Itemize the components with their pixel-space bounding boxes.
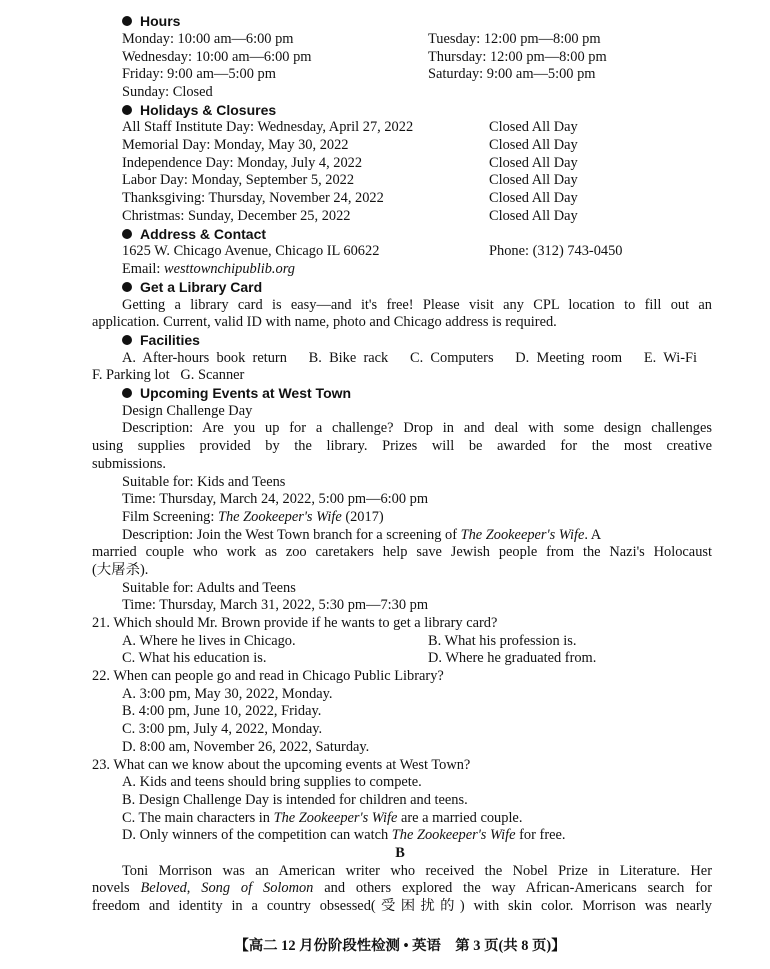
option: B. Design Challenge Day is intended for children and teens. xyxy=(122,792,468,808)
passage-line: novels Beloved, Song of Solomon and others explored the way African-Americans search for xyxy=(92,880,713,896)
hours-thursday: Thursday: 12:00 pm—8:00 pm xyxy=(428,49,607,65)
hours-monday: Monday: 10:00 am—6:00 pm xyxy=(122,31,294,47)
option: B. 4:00 pm, June 10, 2022, Friday. xyxy=(122,703,322,719)
facilities-list: A. After-hours book return B. Bike rack C. Computers D. Meeting room E. Wi-Fi xyxy=(122,350,697,366)
event-description: using supplies provided by the library. Prizes will be awarded for the most creative xyxy=(92,438,712,454)
card-text-line: Getting a library card is easy—and it's free! Please visit any CPL location to fill out an xyxy=(122,297,712,313)
card-text-line: application. Current, valid ID with name, photo and Chicago address is required. xyxy=(92,314,557,330)
hours-tuesday: Tuesday: 12:00 pm—8:00 pm xyxy=(428,31,601,47)
phone: Phone: (312) 743-0450 xyxy=(489,243,623,259)
bullet-icon xyxy=(122,105,132,115)
holiday-name: Christmas: Sunday, December 25, 2022 xyxy=(122,208,351,224)
holiday-status: Closed All Day xyxy=(489,190,578,206)
passage-line: Toni Morrison was an American writer who received the Nobel Prize in Literature. Her xyxy=(122,863,712,879)
option: C. What his education is. xyxy=(122,650,267,666)
facilities-list: F. Parking lot G. Scanner xyxy=(92,367,245,383)
hours-saturday: Saturday: 9:00 am—5:00 pm xyxy=(428,66,596,82)
email-line xyxy=(122,261,295,279)
option: A. Kids and teens should bring supplies to compete. xyxy=(122,774,422,790)
bullet-icon xyxy=(122,335,132,345)
facilities-heading: Facilities xyxy=(122,332,200,350)
events-heading: Upcoming Events at West Town xyxy=(122,385,351,403)
holiday-name: Memorial Day: Monday, May 30, 2022 xyxy=(122,137,349,153)
passage-label: B xyxy=(395,845,405,861)
holiday-status: Closed All Day xyxy=(489,172,578,188)
hours-sunday: Sunday: Closed xyxy=(122,84,213,100)
page-footer: 【高二 12 月份阶段性检测 • 英语 第 3 页(共 8 页)】 xyxy=(234,938,566,954)
event-suitable: Suitable for: Kids and Teens xyxy=(122,474,286,490)
holiday-status: Closed All Day xyxy=(489,119,578,135)
event-title: Design Challenge Day xyxy=(122,403,253,419)
event-time: Time: Thursday, March 24, 2022, 5:00 pm—6:00 pm xyxy=(122,491,429,507)
address: 1625 W. Chicago Avenue, Chicago IL 60622 xyxy=(122,243,380,259)
email-label: Email: xyxy=(122,261,164,277)
event-title: Film Screening: The Zookeeper's Wife (2017) xyxy=(122,509,384,525)
holiday-name: Thanksgiving: Thursday, November 24, 2022 xyxy=(122,190,384,206)
holiday-name: Independence Day: Monday, July 4, 2022 xyxy=(122,155,363,171)
holiday-status: Closed All Day xyxy=(489,155,578,171)
hours-friday: Friday: 9:00 am—5:00 pm xyxy=(122,66,276,82)
hours-wednesday: Wednesday: 10:00 am—6:00 pm xyxy=(122,49,312,65)
question-21: 21. Which should Mr. Brown provide if he wants to get a library card? xyxy=(92,615,498,631)
bullet-icon xyxy=(122,16,132,26)
event-description: Description: Are you up for a challenge? Drop in and deal with some design challenges xyxy=(122,420,712,436)
bullet-icon xyxy=(122,282,132,292)
option: D. Only winners of the competition can watch The Zookeeper's Wife for free. xyxy=(122,827,566,843)
contact-heading: Address & Contact xyxy=(122,226,266,244)
holiday-name: Labor Day: Monday, September 5, 2022 xyxy=(122,172,355,188)
question-22: 22. When can people go and read in Chicago Public Library? xyxy=(92,668,444,684)
holiday-status: Closed All Day xyxy=(489,137,578,153)
option: C. The main characters in The Zookeeper's Wife are a married couple. xyxy=(122,810,523,826)
card-heading: Get a Library Card xyxy=(122,279,262,297)
passage-line: freedom and identity in a country obsessed(受困扰的) with skin color. Morrison was nearly xyxy=(92,898,712,914)
option: B. What his profession is. xyxy=(428,633,577,649)
holiday-status: Closed All Day xyxy=(489,208,578,224)
event-description: (大屠杀). xyxy=(92,562,149,578)
bullet-icon xyxy=(122,388,132,398)
holidays-heading: Holidays & Closures xyxy=(122,102,276,120)
hours-heading: Hours xyxy=(122,13,180,31)
option: D. Where he graduated from. xyxy=(428,650,597,666)
event-time: Time: Thursday, March 31, 2022, 5:30 pm—7:30 pm xyxy=(122,597,429,613)
event-suitable: Suitable for: Adults and Teens xyxy=(122,580,296,596)
option: A. 3:00 pm, May 30, 2022, Monday. xyxy=(122,686,333,702)
bullet-icon xyxy=(122,229,132,239)
email-address: westtownchipublib.org xyxy=(163,261,295,277)
event-description: Description: Join the West Town branch for a screening of The Zookeeper's Wife. A xyxy=(122,527,602,543)
option: A. Where he lives in Chicago. xyxy=(122,633,296,649)
question-23: 23. What can we know about the upcoming events at West Town? xyxy=(92,757,471,773)
event-description: married couple who work as zoo caretakers help save Jewish people from the Nazi's Holocaust xyxy=(92,544,712,560)
holiday-name: All Staff Institute Day: Wednesday, April 27, 2022 xyxy=(122,119,414,135)
option: D. 8:00 am, November 26, 2022, Saturday. xyxy=(122,739,370,755)
option: C. 3:00 pm, July 4, 2022, Monday. xyxy=(122,721,323,737)
event-description: submissions. xyxy=(92,456,166,472)
